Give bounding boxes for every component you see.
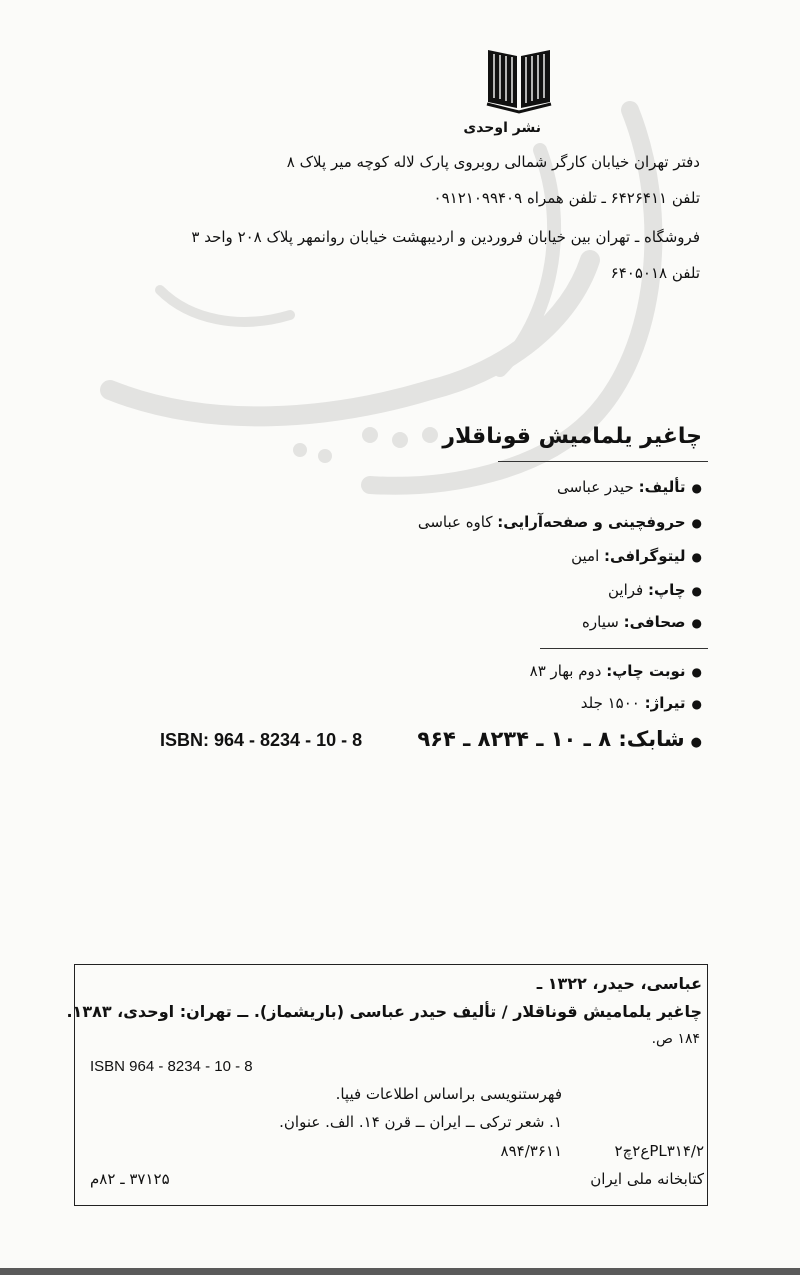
cip-subjects: ۱. شعر ترکی ــ ایران ــ قرن ۱۴. الف. عنوان.: [279, 1113, 562, 1131]
print-label: تیراژ:: [644, 694, 686, 712]
credit-label: صحافی:: [623, 613, 686, 631]
credits-divider: [540, 648, 708, 649]
credit-label: تألیف:: [638, 478, 686, 496]
isbn-persian: [417, 727, 702, 751]
cip-title: چاغیر یلمامیش قوناقلار / تألیف حیدر عباسی (باریشماز). ــ تهران: اوحدی، ۱۳۸۳.: [66, 1002, 702, 1021]
print-run: [581, 694, 702, 712]
office-address: دفتر تهران خیابان کارگر شمالی روبروی پارک لاله کوچه میر پلاک ۸: [286, 153, 700, 171]
bullet-icon: ●: [691, 584, 702, 598]
credit-value: امین: [571, 547, 600, 565]
bullet-icon: ●: [691, 516, 702, 530]
cip-pages: ۱۸۴ ص.: [651, 1031, 700, 1047]
cip-isbn: ISBN 964 - 8234 - 10 - 8: [90, 1058, 253, 1075]
credit-label: چاپ:: [648, 581, 686, 599]
credit-label: حروفچینی و صفحه‌آرایی:: [497, 513, 686, 531]
print-label: نوبت چاپ:: [606, 662, 686, 680]
credit-label: لیتوگرافی:: [604, 547, 686, 565]
cip-author: عباسی، حیدر، ۱۳۲۲ ـ: [536, 974, 702, 993]
isbn-label: شابک:: [618, 727, 685, 751]
book-title: چاغیر یلمامیش قوناقلار: [442, 424, 702, 449]
cip-dewey: ۸۹۴/۳۶۱۱: [500, 1142, 562, 1160]
credit-value: فراین: [608, 581, 644, 599]
title-divider: [498, 461, 708, 462]
page-edge-shadow: [0, 1268, 800, 1275]
cip-record-number: ۳۷۱۲۵ ـ ۸۲م: [90, 1170, 170, 1188]
bullet-icon: ●: [690, 735, 702, 750]
cip-call-number: PL۳۱۴/۲ع۲چ۲: [614, 1142, 704, 1160]
bullet-icon: ●: [691, 665, 702, 679]
bullet-icon: ●: [691, 697, 702, 711]
print-value: دوم بهار ۸۳: [529, 662, 602, 680]
credit-typesetting: [418, 513, 702, 531]
publisher-name: نشر اوحدی: [463, 120, 541, 136]
credit-author: [557, 478, 702, 496]
credit-binding: [582, 613, 702, 631]
store-phone: تلفن ۶۴۰۵۰۱۸: [610, 264, 700, 282]
cip-library: کتابخانه ملی ایران: [590, 1170, 704, 1188]
office-phones: تلفن ۶۴۲۶۴۱۱ ـ تلفن همراه ۰۹۱۲۱۰۹۹۴۰۹: [433, 189, 700, 207]
bullet-icon: ●: [691, 616, 702, 630]
cip-fipa-note: فهرستنویسی براساس اطلاعات فیپا.: [335, 1085, 562, 1103]
credit-printing: [608, 581, 702, 599]
credit-value: کاوه عباسی: [417, 513, 493, 531]
credit-value: سیاره: [582, 613, 619, 631]
print-edition: [530, 662, 702, 680]
isbn-latin: ISBN: 964 - 8234 - 10 - 8: [160, 730, 363, 750]
isbn-value-fa: ۸ ـ ۱۰ ـ ۸۲۳۴ ـ ۹۶۴: [417, 727, 612, 751]
credit-value: حیدر عباسی: [557, 478, 634, 496]
bullet-icon: ●: [691, 481, 702, 495]
book-logo-icon: [485, 44, 553, 116]
print-value: ۱۵۰۰ جلد: [580, 694, 640, 712]
credit-lithography: [571, 547, 702, 565]
store-address: فروشگاه ـ تهران بین خیابان فروردین و اردیبهشت خیابان روانمهر پلاک ۲۰۸ واحد ۳: [191, 228, 700, 246]
bullet-icon: ●: [691, 550, 702, 564]
